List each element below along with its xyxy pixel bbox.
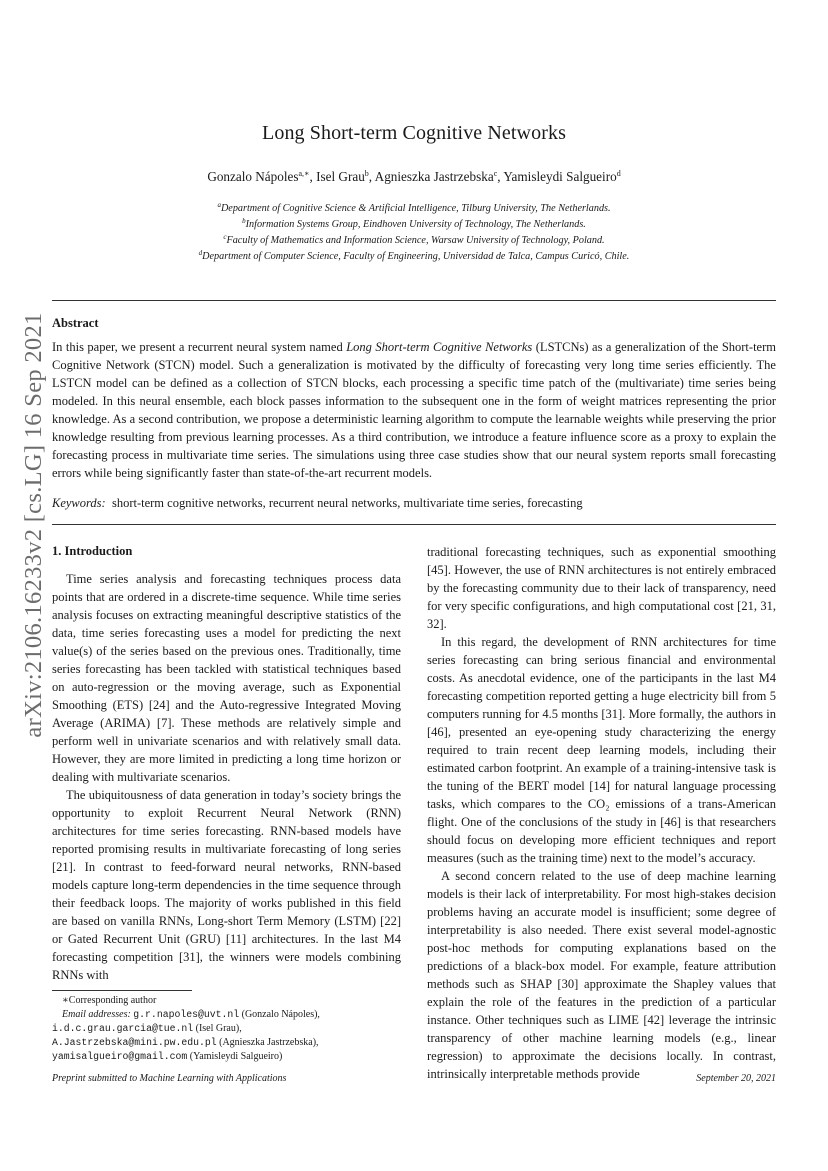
affiliations bbox=[0, 199, 828, 263]
keywords-label: Keywords: bbox=[52, 496, 106, 510]
keywords-text: short-term cognitive networks, recurrent neural networks, multivariate time series, forecasting bbox=[111, 496, 583, 510]
email-label: Email addresses: bbox=[62, 1009, 131, 1020]
paper-title: Long Short-term Cognitive Networks bbox=[262, 122, 566, 144]
email-link[interactable]: g.r.napoles@uvt.nl bbox=[133, 1009, 240, 1020]
paragraph: A second concern related to the use of deep machine learning models is their lack of interpretability. For most high-stakes decision problems having an accurate model is insufficient; some degree of interpretability is also needed. There exist several model-agnostic post-hoc methods for computing explanations based on the predictions of a black-box model. For example, feature attribution methods such as SHAP [30] approximate the Shapley values that explain the role of the features in the prediction of a particular instance. Other techniques such as LIME [42] leverage the intrinsic transparency of other machine learning models (e.g., linear regression) to approximate the decisions locally. In contrast, intrinsically interpretable methods provide bbox=[427, 869, 776, 1081]
right-column bbox=[427, 543, 776, 1083]
footer-journal: Preprint submitted to Machine Learning with Applications bbox=[52, 1073, 287, 1084]
left-column bbox=[52, 570, 401, 984]
affiliation-a: $^a$Department of Cognitive Science & Artificial Intelligence, Tilburg University, The Netherlands. bbox=[217, 201, 611, 214]
paragraph: Time series analysis and forecasting techniques process data points that are ordered in a discrete-time sequence. While time series analysis focuses on extracting meaningful descriptive statistics of the data, time series forecasting uses a model for predicting the next value(s) of the series based on the previous ones. Traditionally, time series forecasting has been tackled with statistical techniques based on auto-regression or the moving average, such as Exponential Smoothing (ETS) [24] and the Auto-regressive Integrated Moving Average (ARIMA) [7]. These methods are relatively simple and perform well in univariate scenarios and with relatively small data. However, they are more limited in predicting a long time horizon or dealing with multivariate scenarios. bbox=[52, 572, 401, 784]
paragraph: The ubiquitousness of data generation in today’s society brings the opportunity to exploit Recurrent Neural Network (RNN) architectures for time series forecasting. RNN-based models have reported promising results in multivariate forecasting of long series [21]. In contrast to feed-forward neural networks, RNN-based models capture long-term dependencies in the time sequence through their feedback loops. The majority of works published in this field are based on vanilla RNNs, Long-short Term Memory (LSTM) [22] or Gated Recurrent Unit (GRU) [11] architectures. In the last M4 forecasting competition [31], the winners were models combining RNNs with bbox=[52, 788, 401, 982]
footnote-rule bbox=[52, 990, 192, 991]
footer-date: September 20, 2021 bbox=[696, 1073, 776, 1084]
email-link[interactable]: i.d.c.grau.garcia@tue.nl bbox=[52, 1023, 194, 1034]
email-link[interactable]: A.Jastrzebska@mini.pw.edu.pl bbox=[52, 1037, 217, 1048]
footnotes: ∗Corresponding author Email addresses: g.r.napoles@uvt.nl (Gonzalo Nápoles), i.d.c.grau.garcia@tue.nl (Isel Grau), A.Jastrzebska@mini.pw.edu.pl (Agnieszka Jastrzebska), yamisalgueiro@gmail.com (Yamisleydi Salgueiro) bbox=[52, 994, 412, 1064]
author-3: Agnieszka Jastrzebska bbox=[374, 169, 494, 184]
section-heading-introduction: 1. Introduction bbox=[52, 544, 133, 558]
corresponding-author-note: ∗Corresponding author bbox=[62, 995, 157, 1006]
email-link[interactable]: yamisalgueiro@gmail.com bbox=[52, 1051, 188, 1062]
author-list: Gonzalo Nápoles$^{a,∗}$, Isel Grau$^b$, Agnieszka Jastrzebska$^c$, Yamisleydi Salgueiro$^d$ bbox=[207, 169, 621, 184]
affiliation-c: $^c$Faculty of Mathematics and Information Science, Warsaw University of Technology, Poland. bbox=[223, 233, 605, 246]
arxiv-id: arXiv:2106.16233v2 [cs.LG] 16 Sep 2021 bbox=[20, 312, 47, 738]
author-1: Gonzalo Nápoles bbox=[207, 169, 299, 184]
paragraph: In this regard, the development of RNN architectures for time series forecasting can bring serious financial and environmental costs. As anecdotal evidence, one of the participants in the last M4 forecasting competition reported getting a huge electricity bill from 5 computers running for 4.5 months [31]. More formally, the authors in [46], presented an eye-opening study characterizing the energy required to train recent deep learning models, including their estimated carbon footprint. An example of a training-intensive task is the tuning of the BERT model [14] for natural language processing tasks, which compares to the CO₂ emissions of a trans-American flight. One of the conclusions of the study in [46] is that researchers should focus on developing more efficient techniques and report measures (such as the training time) next to the model’s accuracy. bbox=[427, 635, 776, 865]
author-2: Isel Grau bbox=[316, 169, 365, 184]
abstract-text: In this paper, we present a recurrent neural system named Long Short-term Cognitive Networks (LSTCNs) as a generalization of the Short-term Cognitive Network (STCN) model. Such a generalization is motivated by the difficulty of forecasting very long time series efficiently. The LSTCN model can be defined as a collection of STCN blocks, each processing a specific time patch of the (multivariate) time series being modeled. In this neural ensemble, each block passes information to the subsequent one in the form of weight matrices representing the prior knowledge. As a second contribution, we propose a deterministic learning algorithm to compute the learnable weights while preserving the prior knowledge resulting from previous learning processes. As a third contribution, we introduce a feature influence score as a proxy to explain the forecasting process in multivariate time series. The simulations using three case studies show that our neural system reports small forecasting errors while being significantly faster than state-of-the-art recurrent models. bbox=[52, 340, 776, 480]
paragraph: traditional forecasting techniques, such as exponential smoothing [45]. However, the use of RNN architectures is not entirely embraced by the forecasting community due to their lack of transparency, need for very specific configurations, and high computational cost [21, 31, 32]. bbox=[427, 545, 776, 631]
affiliation-d: $^d$Department of Computer Science, Faculty of Engineering, Universidad de Talca, Campus Curicó, Chile. bbox=[198, 249, 630, 262]
abstract-model-name: Long Short-term Cognitive Networks bbox=[346, 340, 533, 354]
keywords bbox=[52, 496, 583, 511]
arxiv-sidebar-stamp bbox=[14, 170, 54, 880]
author-4: Yamisleydi Salgueiro bbox=[503, 169, 617, 184]
abstract-bottom-rule bbox=[52, 524, 776, 525]
top-rule bbox=[52, 300, 776, 301]
abstract-heading: Abstract bbox=[52, 316, 99, 330]
affiliation-b: $^b$Information Systems Group, Eindhoven University of Technology, The Netherlands. bbox=[242, 217, 586, 230]
